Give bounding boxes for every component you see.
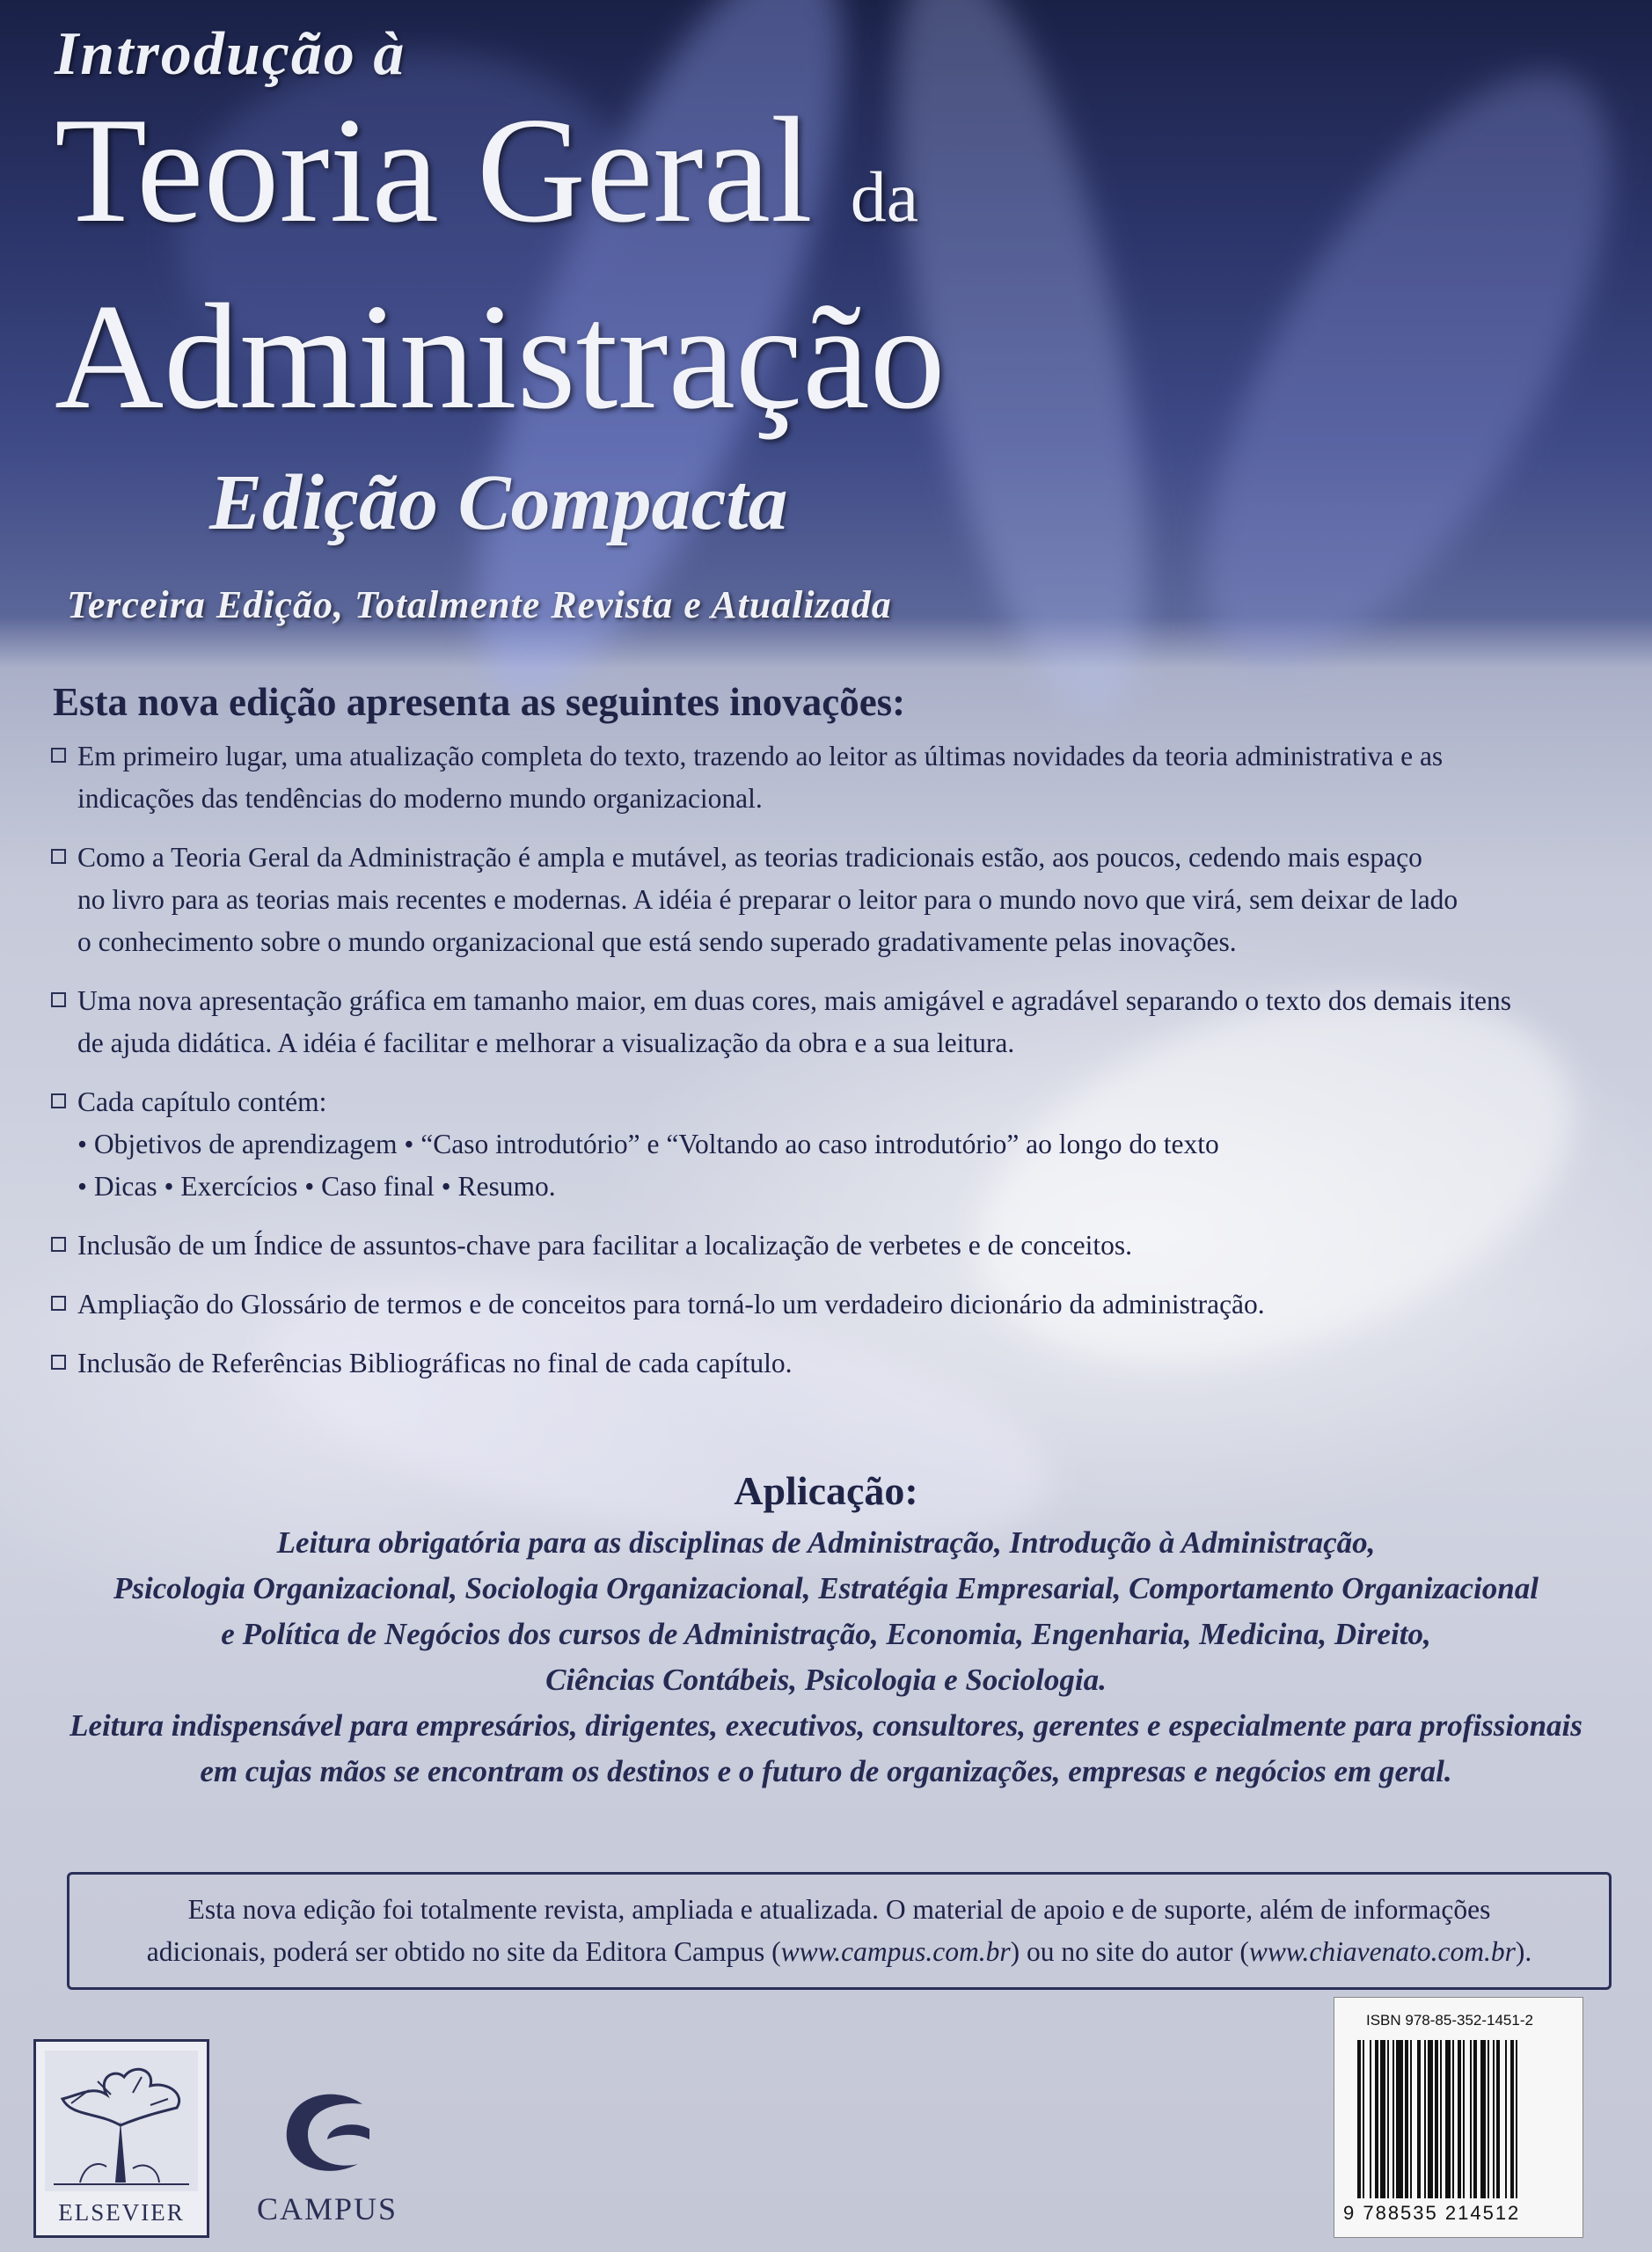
campus-url: www.campus.com.br: [780, 1936, 1011, 1967]
campus-name: CAMPUS: [256, 2191, 398, 2226]
list-item-line: Inclusão de um Índice de assuntos-chave para facilitar a localização de verbetes e de conceitos.: [77, 1230, 1133, 1261]
list-item-line: no livro para as teorias mais recentes e modernas. A idéia é preparar o leitor para o mundo novo que virá, sem deixar de lado: [77, 884, 1458, 915]
title-line-1: [55, 87, 919, 254]
checkbox-bullet-icon: [51, 1355, 66, 1370]
checkbox-bullet-icon: [51, 992, 66, 1007]
title-line-2: Administração: [55, 274, 946, 441]
list-item: [51, 735, 1599, 820]
application-line: Leitura indispensável para empresários, dirigentes, executivos, consultores, gerentes e especialmente para profissionais: [69, 1708, 1583, 1743]
notice-text: adicionais, poderá ser obtido no site da Editora Campus (: [146, 1936, 781, 1967]
application-text: [0, 1520, 1652, 1795]
list-item-line: Como a Teoria Geral da Administração é ampla e mutável, as teorias tradicionais estão, aos poucos, cedendo mais espaço: [77, 842, 1422, 873]
list-item-line: • Objetivos de aprendizagem • “Caso introdutório” e “Voltando ao caso introdutório” ao longo do texto: [77, 1129, 1219, 1159]
checkbox-bullet-icon: [51, 1296, 66, 1311]
isbn-barcode-box: [1334, 1997, 1583, 2238]
list-item-line: Uma nova apresentação gráfica em tamanho maior, em duas cores, mais amigável e agradável separando o texto dos demais itens: [77, 985, 1511, 1016]
edition-note: Terceira Edição, Totalmente Revista e Atualizada: [67, 583, 892, 626]
application-line: e Política de Negócios dos cursos de Administração, Economia, Engenharia, Medicina, Direito,: [221, 1617, 1431, 1651]
elsevier-name: ELSEVIER: [58, 2199, 185, 2226]
list-item-line: Ampliação do Glossário de termos e de conceitos para torná-lo um verdadeiro dicionário da administração.: [77, 1289, 1265, 1320]
checkbox-bullet-icon: [51, 1237, 66, 1252]
list-item: [51, 1342, 1599, 1385]
title-main-words: Teoria Geral: [55, 87, 813, 254]
list-item: [51, 1081, 1599, 1208]
application-heading: Aplicação:: [734, 1468, 918, 1513]
notice-box: [67, 1872, 1612, 1990]
elsevier-tree-icon: [45, 2051, 198, 2191]
list-item-line: o conhecimento sobre o mundo organizacional que está sendo superado gradativamente pelas inovações.: [77, 926, 1237, 957]
list-item-line: Cada capítulo contém:: [77, 1086, 327, 1117]
light-streak-decoration: [1126, 14, 1652, 725]
campus-logo: [248, 2085, 406, 2234]
notice-line-1: Esta nova edição foi totalmente revista, ampliada e atualizada. O material de apoio e de suporte, além de informações: [187, 1894, 1491, 1925]
list-item: [51, 837, 1599, 963]
application-line: em cujas mãos se encontram os destinos e o futuro de organizações, empresas e negócios em geral.: [200, 1754, 1452, 1788]
list-item-line: Em primeiro lugar, uma atualização completa do texto, trazendo ao leitor as últimas novidades da teoria administrativa e as: [77, 741, 1444, 771]
campus-swoosh-icon: [274, 2085, 380, 2182]
checkbox-bullet-icon: [51, 849, 66, 864]
list-item: [51, 980, 1599, 1064]
title-preposition: da: [850, 157, 919, 237]
list-item-line: • Dicas • Exercícios • Caso final • Resumo.: [77, 1171, 556, 1202]
application-line: Psicologia Organizacional, Sociologia Organizacional, Estratégia Empresarial, Comportamento Organizacional: [113, 1571, 1539, 1605]
list-item: [51, 1283, 1599, 1326]
barcode-digits: 9 788535 214512: [1343, 2202, 1521, 2224]
isbn-label: ISBN 978-85-352-1451-2: [1366, 2012, 1533, 2029]
notice-line-2: [69, 1931, 1609, 1973]
barcode-icon: [1357, 2040, 1565, 2198]
application-line: Leitura obrigatória para as disciplinas de Administração, Introdução à Administração,: [276, 1525, 1376, 1560]
innovations-list: [51, 735, 1599, 1401]
notice-text: ).: [1515, 1936, 1532, 1967]
innovations-heading: Esta nova edição apresenta as seguintes inovações:: [53, 680, 906, 724]
author-url: www.chiavenato.com.br: [1248, 1936, 1516, 1967]
list-item-line: Inclusão de Referências Bibliográficas no final de cada capítulo.: [77, 1348, 793, 1378]
notice-text: ) ou no site do autor (: [1010, 1936, 1249, 1967]
checkbox-bullet-icon: [51, 748, 66, 763]
list-item-line: indicações das tendências do moderno mundo organizacional.: [77, 783, 763, 814]
elsevier-logo: [33, 2039, 209, 2238]
list-item-line: de ajuda didática. A idéia é facilitar e melhorar a visualização da obra e a sua leitura.: [77, 1027, 1015, 1058]
application-line: Ciências Contábeis, Psicologia e Sociologia.: [545, 1663, 1107, 1697]
list-item: [51, 1225, 1599, 1267]
checkbox-bullet-icon: [51, 1093, 66, 1108]
title-intro: Introdução à: [55, 20, 406, 88]
subtitle-edition: Edição Compacta: [209, 459, 788, 546]
